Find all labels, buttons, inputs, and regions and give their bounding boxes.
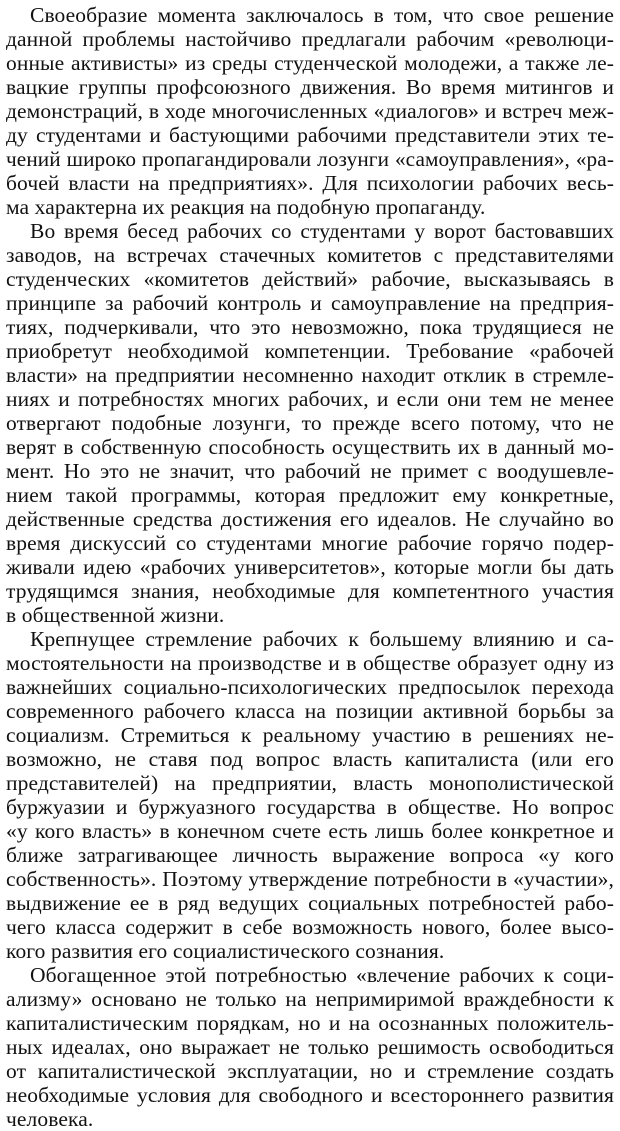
text-line: чений широко пропагандировали лозунги «самоуправления», «ра- (6, 147, 614, 171)
text-line: от капиталистической эксплуатации, но и стремление создать (6, 1059, 614, 1083)
paragraph-3 (6, 627, 614, 963)
paragraph-4 (6, 963, 614, 1131)
text-line: бочей власти на предприятиях». Для психологии рабочих весь- (6, 171, 614, 195)
text-line: власти» на предприятии несомненно находит отклик в стремле- (6, 363, 614, 387)
text-line: буржуазии и буржуазного государства в обществе. Но вопрос (6, 795, 614, 819)
text-line: выдвижение ее в ряд ведущих социальных потребностей рабо- (6, 891, 614, 915)
text-line: отвергают подобные лозунги, то прежде всего потому, что не (6, 411, 614, 435)
text-line: время дискуссий со студентами многие рабочие горячо подер- (6, 531, 614, 555)
paragraph-1 (6, 3, 614, 219)
text-line: Крепнущее стремление рабочих к большему влиянию и са- (30, 627, 614, 651)
text-line: современного рабочего класса на позиции активной борьбы за (6, 699, 614, 723)
text-line: демонстраций, в ходе многочисленных «диалогов» и встреч меж- (6, 99, 614, 123)
text-line: мостоятельности на производстве и в обществе образует одну из (6, 651, 614, 675)
text-line: кого развития его социалистического сознания. (6, 939, 445, 963)
text-line: в общественной жизни. (6, 603, 225, 627)
text-line: принципе за рабочий контроль и самоуправление на предприя- (6, 291, 614, 315)
text-line: Своеобразие момента заключалось в том, что свое решение (30, 3, 614, 27)
text-line: ниях и потребностях многих рабочих, и если они тем не менее (6, 387, 614, 411)
text-line: человека. (6, 1107, 94, 1131)
text-line: данной проблемы настойчиво предлагали рабочим «революци- (6, 27, 614, 51)
text-line: вацкие группы профсоюзного движения. Во время митингов и (6, 75, 614, 99)
text-line: капиталистическим порядкам, но и на осознанных положитель- (6, 1011, 614, 1035)
text-line: заводов, на встречах стачечных комитетов с представителями (6, 243, 614, 267)
text-line: ближе затрагивающее личность выражение вопроса «у кого (6, 843, 614, 867)
text-line: нием такой программы, которая предложит ему конкретные, (6, 483, 614, 507)
text-line: действенные средства достижения его идеалов. Не случайно во (6, 507, 614, 531)
text-line: студенческих «комитетов действий» рабочие, высказываясь в (6, 267, 614, 291)
text-line: необходимые условия для свободного и всестороннего развития (6, 1083, 614, 1107)
text-line: трудящимся знания, необходимые для компетентного участия (6, 579, 614, 603)
text-line: ду студентами и бастующими рабочими представители этих те- (6, 123, 614, 147)
text-line: живали идею «рабочих университетов», которые могли бы дать (6, 555, 614, 579)
text-line: собственность». Поэтому утверждение потребности в «участии», (6, 867, 614, 891)
text-line: тиях, подчеркивали, что это невозможно, пока трудящиеся не (6, 315, 614, 339)
text-line: ма характерна их реакция на подобную пропаганду. (6, 195, 486, 219)
text-line: Во время бесед рабочих со студентами у ворот бастовавших (30, 219, 614, 243)
text-line: онные активисты» из среды студенческой молодежи, а также ле- (6, 51, 614, 75)
text-line: «у кого власть» в конечном счете есть лишь более конкретное и (6, 819, 614, 843)
text-line: возможно, не ставя под вопрос власть капиталиста (или его (6, 747, 614, 771)
text-line: верят в собственную способность осуществить их в данный мо- (6, 435, 614, 459)
text-line: мент. Но это не значит, что рабочий не примет с воодушевле- (6, 459, 614, 483)
text-line: ализму» основано не только на непримиримой враждебности к (6, 987, 614, 1011)
text-line: чего класса содержит в себе возможность нового, более высо- (6, 915, 614, 939)
text-line: Обогащенное этой потребностью «влечение рабочих к соци- (30, 963, 614, 987)
text-line: социализм. Стремиться к реальному участию в решениях не- (6, 723, 614, 747)
text-line: представителей) на предприятии, власть монополистической (6, 771, 614, 795)
text-line: ных идеалах, оно выражает не только решимость освободиться (6, 1035, 614, 1059)
text-line: приобретут необходимой компетенции. Требование «рабочей (6, 339, 614, 363)
text-line: важнейших социально-психологических предпосылок перехода (6, 675, 614, 699)
paragraph-2 (6, 219, 614, 627)
